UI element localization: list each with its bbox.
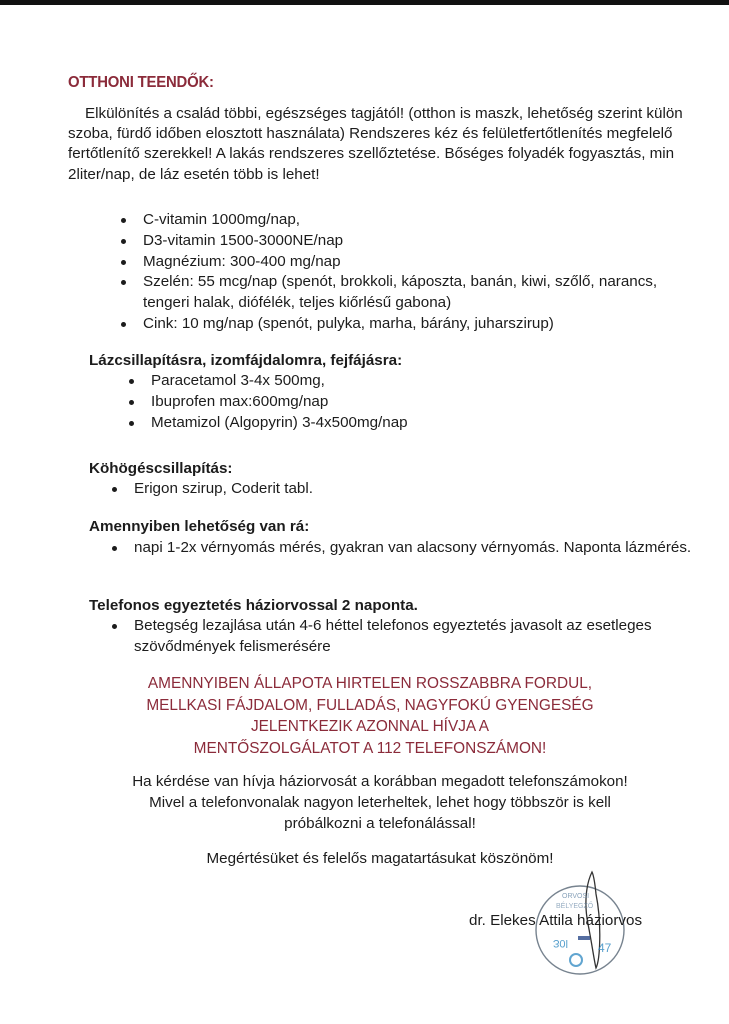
warning-line: AMENNYIBEN ÁLLAPOTA HIRTELEN ROSSZABBRA FORDUL, [147, 675, 593, 692]
list-item: Betegség lezajlása után 4-6 héttel telefonos egyeztetés javasolt az esetleges szövődmények felismerésére [134, 616, 694, 658]
warning-line: MELLKASI FÁJDALOM, FULLADÁS, NAGYFOKÚ GYENGESÉG [146, 696, 594, 714]
thanks-line: Megértésüket és felelős magatartásukat köszönöm! [206, 850, 554, 867]
top-border [0, 0, 729, 5]
list-item: Erigon szirup, Coderit tabl. [134, 479, 634, 500]
emergency-warning [70, 673, 670, 759]
intro-text: Elkülönítés a család többi, egészséges tagjától! (otthon is maszk, lehetőség szerint külön szoba, fürdő időben elosztott használata) Rendszeres kéz és felületfertőtlenítés megfelelő fertőtlenítő szerekkel! A lakás rendszeres szellőztetése. Bőséges folyadék fogyasztás, min 2liter/nap, de láz esetén több is lehet! [68, 105, 683, 183]
list-item: Magnézium: 300-400 mg/nap [143, 252, 683, 273]
monitoring-list [134, 538, 694, 559]
list-item: D3-vitamin 1500-3000NE/nap [143, 231, 683, 252]
svg-text:Ɩ0Ɛ: Ɩ0Ɛ [552, 937, 568, 949]
intro-paragraph [68, 104, 708, 185]
list-item: Metamizol (Algopyrin) 3-4x500mg/nap [151, 413, 651, 434]
svg-text:BÉLYEGZŐ: BÉLYEGZŐ [556, 903, 594, 910]
closing-line: próbálkozni a telefonálással! [284, 815, 476, 832]
cough-list [134, 479, 634, 500]
list-item: napi 1-2x vérnyomás mérés, gyakran van alacsony vérnyomás. Naponta lázmérés. [134, 538, 694, 559]
svg-text:ORVOSI: ORVOSI [562, 893, 590, 900]
closing-paragraph [70, 771, 690, 834]
section-heading-if-possible: Amennyiben lehetőség van rá: [89, 518, 310, 535]
section-heading-fever: Lázcsillapításra, izomfájdalomra, fejfájásra: [89, 352, 403, 369]
phone-list [134, 616, 694, 658]
list-item: Ibuprofen max:600mg/nap [151, 392, 651, 413]
list-item: Szelén: 55 mcg/nap (spenót, brokkoli, káposzta, banán, kiwi, szőlő, narancs, tengeri halak, diófélék, teljes kiőrlésű gabona) [143, 272, 683, 314]
closing-line: Ha kérdése van hívja háziorvosát a korábban megadott telefonszámokon! [132, 773, 628, 790]
supplements-list [143, 210, 683, 335]
list-item: Paracetamol 3-4x 500mg, [151, 371, 651, 392]
document-title: OTTHONI TEENDŐK: [68, 74, 214, 91]
section-heading-cough: Köhögéscsillapítás: [89, 460, 233, 477]
warning-line: MENTŐSZOLGÁLATOT A 112 TELEFONSZÁMON! [193, 739, 547, 757]
svg-text:47: 47 [598, 941, 612, 955]
doctor-signature: dr. Elekes Attila háziorvos [469, 912, 643, 929]
warning-line: JELENTKEZIK AZONNAL HÍVJA A [250, 718, 490, 735]
list-item: C-vitamin 1000mg/nap, [143, 210, 683, 231]
fever-list [151, 371, 651, 433]
closing-line: Mivel a telefonvonalak nagyon leterheltek, lehet hogy többször is kell [149, 794, 611, 811]
list-item: Cink: 10 mg/nap (spenót, pulyka, marha, bárány, juharszirup) [143, 314, 683, 335]
section-heading-phone: Telefonos egyeztetés háziorvossal 2 naponta. [89, 597, 418, 614]
